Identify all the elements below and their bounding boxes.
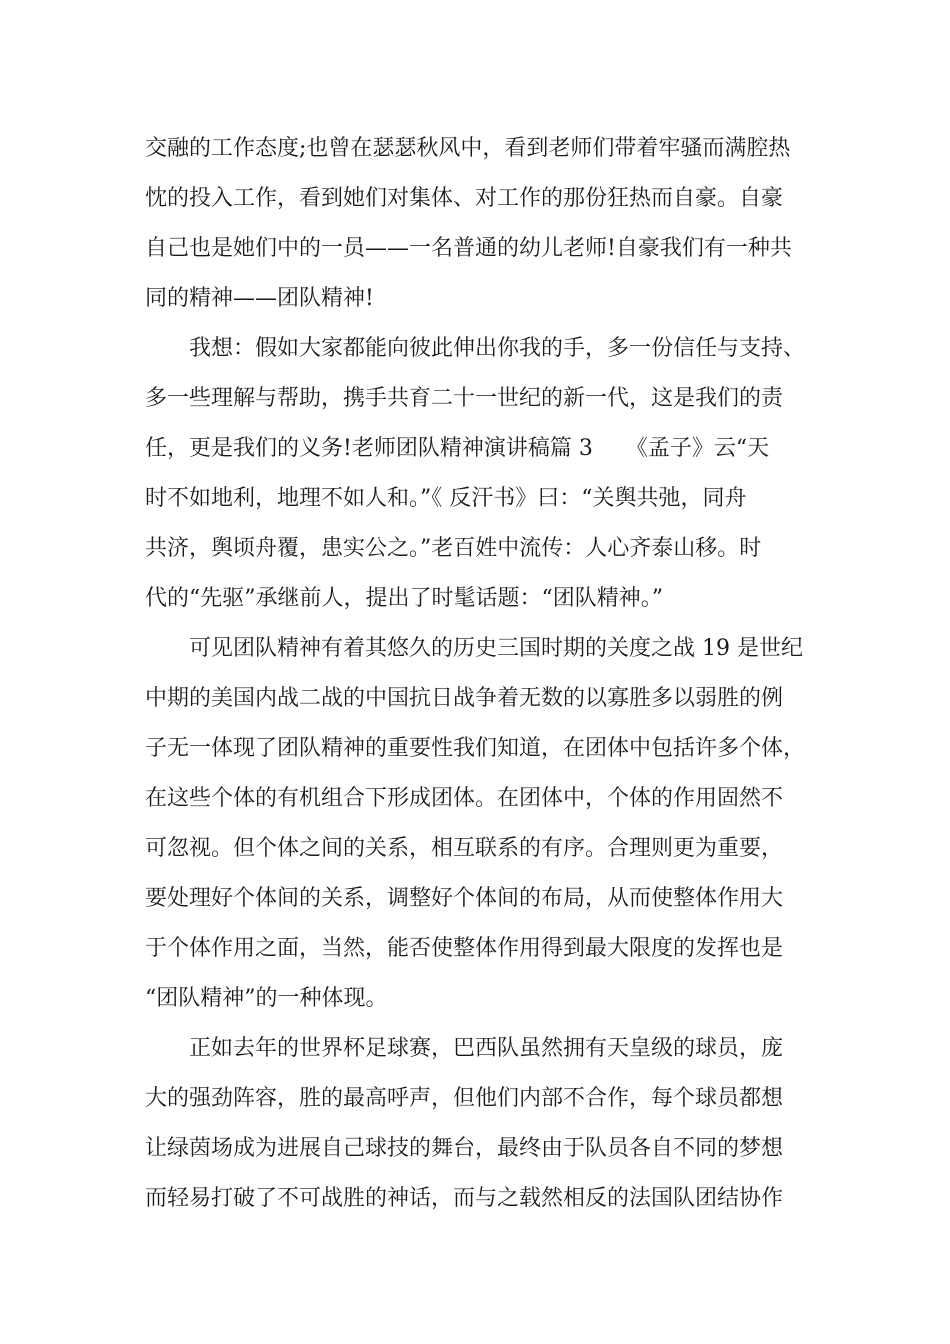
text-line: 多一些理解与帮助，携手共育二十一世纪的新一代，这是我们的责 (145, 386, 784, 411)
text-line: 交融的工作态度;也曾在瑟瑟秋风中，看到老师们带着牢骚而满腔热 (145, 136, 791, 161)
text-line: 子无一体现了团队精神的重要性我们知道，在团体中包括许多个体， (145, 736, 806, 761)
text-line: 时不如地利，地理不如人和。”《 反汗书》曰：“关舆共弛，同舟 (145, 486, 747, 511)
text-line: 大的强劲阵容，胜的最高呼声，但他们内部不合作，每个球员都想 (145, 1086, 784, 1111)
text-line: 同的精神——团队精神! (145, 286, 374, 311)
text-line: 在这些个体的有机组合下形成团体。在团体中，个体的作用固然不 (145, 786, 784, 811)
text-line: 忱的投入工作，看到她们对集体、对工作的那份狂热而自豪。自豪 (145, 186, 784, 211)
text-line: 中期的美国内战二战的中国抗日战争着无数的以寡胜多以弱胜的例 (145, 686, 784, 711)
text-line: 代的“先驱”承继前人，提出了时髦话题：“团队精神。” (145, 586, 663, 611)
paragraph-first-line: 正如去年的世界杯足球赛，巴西队虽然拥有天皇级的球员，庞 (189, 1036, 784, 1061)
text-line: 自己也是她们中的一员——一名普通的幼儿老师!自豪我们有一种共 (145, 236, 792, 261)
text-line: 于个体作用之面，当然，能否使整体作用得到最大限度的发挥也是 (145, 936, 784, 961)
text-line: 可忽视。但个体之间的关系，相互联系的有序。合理则更为重要， (145, 836, 784, 861)
document-body (145, 124, 810, 1224)
text-line: 而轻易打破了不可战胜的神话，而与之载然相反的法国队团结协作 (145, 1186, 784, 1211)
paragraph-first-line: 可见团队精神有着其悠久的历史三国时期的关度之战 19 是世纪 (189, 636, 803, 661)
paragraph-first-line: 我想：假如大家都能向彼此伸出你我的手，多一份信任与支持、 (189, 336, 806, 361)
text-line: 共济，舆顷舟覆，患实公之。”老百姓中流传：人心齐泰山移。时 (145, 536, 762, 561)
text-line: “团队精神”的一种体现。 (145, 986, 388, 1011)
text-line: 任，更是我们的义务!老师团队精神演讲稿篇 3 《孟子》云“天 (145, 436, 770, 461)
text-line: 要处理好个体间的关系，调整好个体间的布局，从而使整体作用大 (145, 886, 784, 911)
text-line: 让绿茵场成为进展自己球技的舞台，最终由于队员各自不同的梦想 (145, 1136, 784, 1161)
